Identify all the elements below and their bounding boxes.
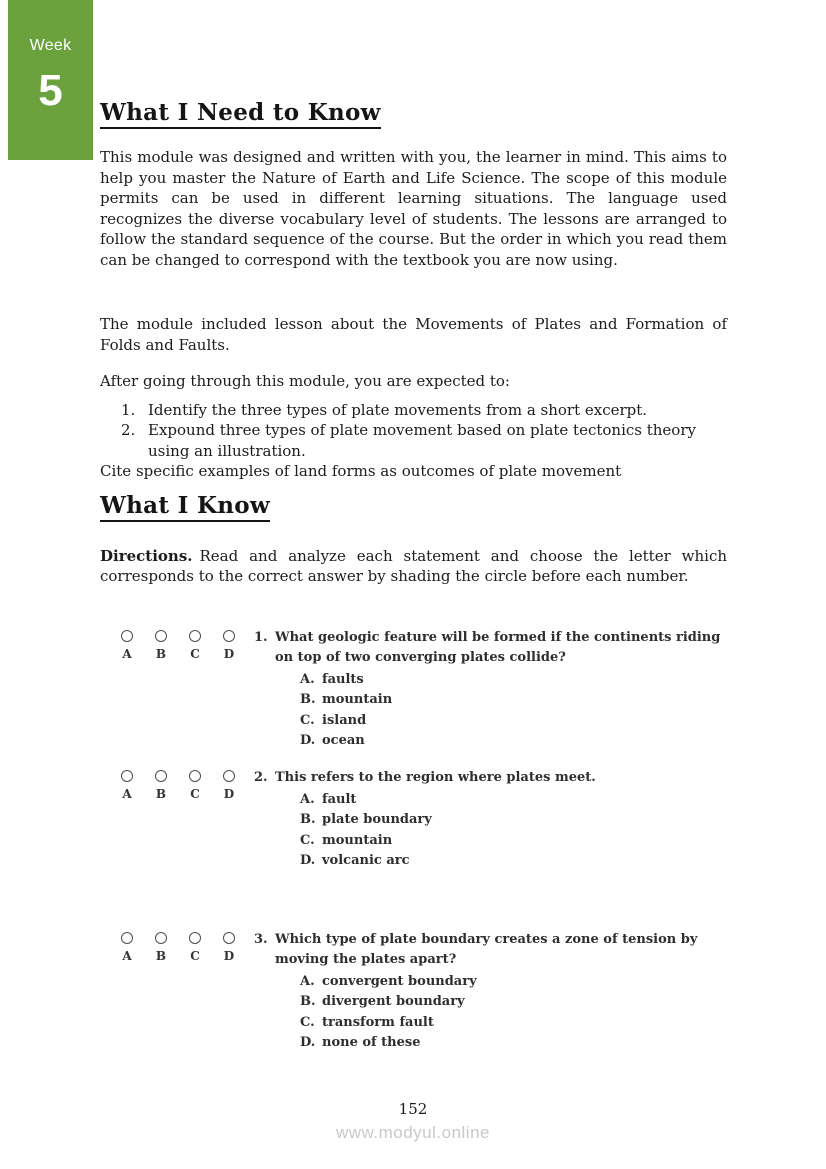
option-a bbox=[300, 670, 727, 691]
bubble-letter: D bbox=[223, 646, 235, 661]
bubble-letter: C bbox=[190, 646, 200, 661]
bubble-column bbox=[178, 628, 212, 661]
option-text: ocean bbox=[322, 733, 365, 748]
question-number: 3. bbox=[254, 931, 268, 947]
answer-bubble-q1-a[interactable] bbox=[121, 630, 133, 642]
option-b bbox=[300, 810, 727, 831]
question-options-1 bbox=[300, 670, 727, 752]
objectives-intro: After going through this module, you are expected to: bbox=[100, 372, 510, 390]
option-text: volcanic arc bbox=[322, 853, 410, 868]
option-letter: A. bbox=[300, 791, 315, 807]
question-content-2 bbox=[254, 768, 727, 872]
question-line bbox=[254, 768, 727, 788]
module-lesson-paragraph: The module included lesson about the Movements of Plates and Formation of Folds and Faults. bbox=[100, 315, 727, 354]
option-text: divergent boundary bbox=[322, 994, 465, 1009]
option-d bbox=[300, 851, 727, 872]
option-letter: C. bbox=[300, 832, 315, 848]
option-d bbox=[300, 1033, 727, 1054]
answer-bubble-q1-b[interactable] bbox=[155, 630, 167, 642]
question-line bbox=[254, 628, 727, 668]
objectives-outro: Cite specific examples of land forms as outcomes of plate movement bbox=[100, 462, 622, 480]
section-title-need-to-know: What I Need to Know bbox=[100, 100, 381, 129]
watermark: www.modyul.online bbox=[335, 1123, 490, 1142]
option-b bbox=[300, 690, 727, 711]
answer-bubbles-q3 bbox=[100, 930, 246, 963]
objectives-list bbox=[100, 400, 727, 462]
section-what-i-know-header bbox=[100, 493, 727, 522]
answer-bubble-q2-d[interactable] bbox=[223, 770, 235, 782]
bubble-column bbox=[178, 930, 212, 963]
answer-bubble-q3-c[interactable] bbox=[189, 932, 201, 944]
question-options-2 bbox=[300, 790, 727, 872]
week-number: 5 bbox=[38, 66, 63, 115]
option-text: mountain bbox=[322, 692, 393, 707]
bubble-column bbox=[110, 628, 144, 661]
answer-bubbles-q2 bbox=[100, 768, 246, 801]
question-content-3 bbox=[254, 930, 727, 1054]
week-label: Week bbox=[29, 37, 72, 54]
question-row-1 bbox=[100, 628, 727, 752]
bubble-column bbox=[212, 930, 246, 963]
question-text: What geologic feature will be formed if the continents riding on top of two converging plates collide? bbox=[275, 629, 721, 665]
answer-bubble-q2-b[interactable] bbox=[155, 770, 167, 782]
question-line bbox=[254, 930, 727, 970]
answer-bubble-q2-a[interactable] bbox=[121, 770, 133, 782]
option-letter: A. bbox=[300, 671, 315, 687]
bubble-letter: D bbox=[223, 786, 235, 801]
question-text: Which type of plate boundary creates a zone of tension by moving the plates apart? bbox=[275, 931, 698, 967]
option-letter: D. bbox=[300, 1035, 316, 1050]
question-row-3 bbox=[100, 930, 727, 1054]
option-c bbox=[300, 831, 727, 852]
bubble-letter: B bbox=[155, 646, 167, 661]
objective-text: Expound three types of plate movement based on plate tectonics theory using an illustration. bbox=[148, 421, 696, 460]
week-tab bbox=[8, 0, 93, 160]
option-text: convergent boundary bbox=[322, 973, 477, 989]
page-number: 152 bbox=[398, 1100, 428, 1118]
option-a bbox=[300, 972, 727, 993]
bubble-letter: A bbox=[122, 646, 132, 661]
bubble-column bbox=[110, 930, 144, 963]
objective-number: 2. bbox=[121, 421, 136, 439]
bubble-column bbox=[110, 768, 144, 801]
option-d bbox=[300, 731, 727, 752]
question-number: 2. bbox=[254, 769, 268, 785]
answer-bubble-q2-c[interactable] bbox=[189, 770, 201, 782]
quiz-section bbox=[100, 628, 727, 1054]
bubble-column bbox=[212, 768, 246, 801]
directions-text: Read and analyze each statement and choose the letter which corresponds to the correct answer by shading the circle before each number. bbox=[100, 546, 727, 585]
bubble-column bbox=[144, 930, 178, 963]
objective-number: 1. bbox=[121, 400, 136, 419]
bubble-letter: C bbox=[190, 948, 200, 963]
bubble-letter: B bbox=[155, 948, 167, 963]
option-c bbox=[300, 1013, 727, 1034]
answer-bubble-q1-d[interactable] bbox=[223, 630, 235, 642]
option-text: fault bbox=[322, 791, 357, 807]
objective-item-1 bbox=[100, 400, 727, 421]
section-title-what-i-know: What I Know bbox=[100, 493, 270, 522]
objective-item-2 bbox=[100, 420, 727, 461]
option-letter: A. bbox=[300, 973, 315, 989]
question-row-2 bbox=[100, 768, 727, 872]
bubble-letter: D bbox=[223, 948, 235, 963]
answer-bubble-q3-d[interactable] bbox=[223, 932, 235, 944]
intro-paragraph: This module was designed and written with you, the learner in mind. This aims to help you master the Nature of Earth and Life Science. The scope of this module permits can be used in different learning situations. The language used recognizes the diverse vocabulary level of students. The lessons are arranged to follow the standard sequence of the course. But the order in which you read them can be changed to correspond with the textbook you are now using. bbox=[100, 148, 727, 269]
question-text: This refers to the region where plates meet. bbox=[275, 769, 596, 785]
option-a bbox=[300, 790, 727, 811]
option-letter: D. bbox=[300, 853, 316, 868]
question-content-1 bbox=[254, 628, 727, 752]
option-letter: B. bbox=[300, 812, 316, 827]
section-need-to-know-header bbox=[100, 100, 727, 129]
bubble-column bbox=[144, 628, 178, 661]
bubble-column bbox=[144, 768, 178, 801]
bubble-letter: C bbox=[190, 786, 200, 801]
option-letter: C. bbox=[300, 1014, 315, 1030]
directions-paragraph bbox=[100, 546, 727, 587]
option-text: mountain bbox=[322, 832, 393, 848]
option-letter: D. bbox=[300, 733, 316, 748]
bubble-letter: A bbox=[122, 786, 132, 801]
option-text: transform fault bbox=[322, 1014, 434, 1030]
option-c bbox=[300, 711, 727, 732]
page-content bbox=[100, 0, 727, 1054]
bubble-letter: A bbox=[122, 948, 132, 963]
objective-text: Identify the three types of plate movements from a short excerpt. bbox=[148, 400, 648, 419]
answer-bubbles-q1 bbox=[100, 628, 246, 661]
answer-bubble-q1-c[interactable] bbox=[189, 630, 201, 642]
option-b bbox=[300, 992, 727, 1013]
bubble-column bbox=[178, 768, 212, 801]
question-number: 1. bbox=[254, 629, 268, 645]
question-options-3 bbox=[300, 972, 727, 1054]
bubble-letter: B bbox=[155, 786, 167, 801]
option-text: island bbox=[322, 712, 367, 728]
answer-bubble-q3-a[interactable] bbox=[121, 932, 133, 944]
bubble-column bbox=[212, 628, 246, 661]
option-text: faults bbox=[322, 671, 364, 687]
option-text: none of these bbox=[322, 1035, 421, 1050]
answer-bubble-q3-b[interactable] bbox=[155, 932, 167, 944]
option-letter: B. bbox=[300, 994, 316, 1009]
option-letter: C. bbox=[300, 712, 315, 728]
directions-label: Directions. bbox=[100, 546, 193, 565]
option-letter: B. bbox=[300, 692, 316, 707]
option-text: plate boundary bbox=[322, 812, 432, 827]
